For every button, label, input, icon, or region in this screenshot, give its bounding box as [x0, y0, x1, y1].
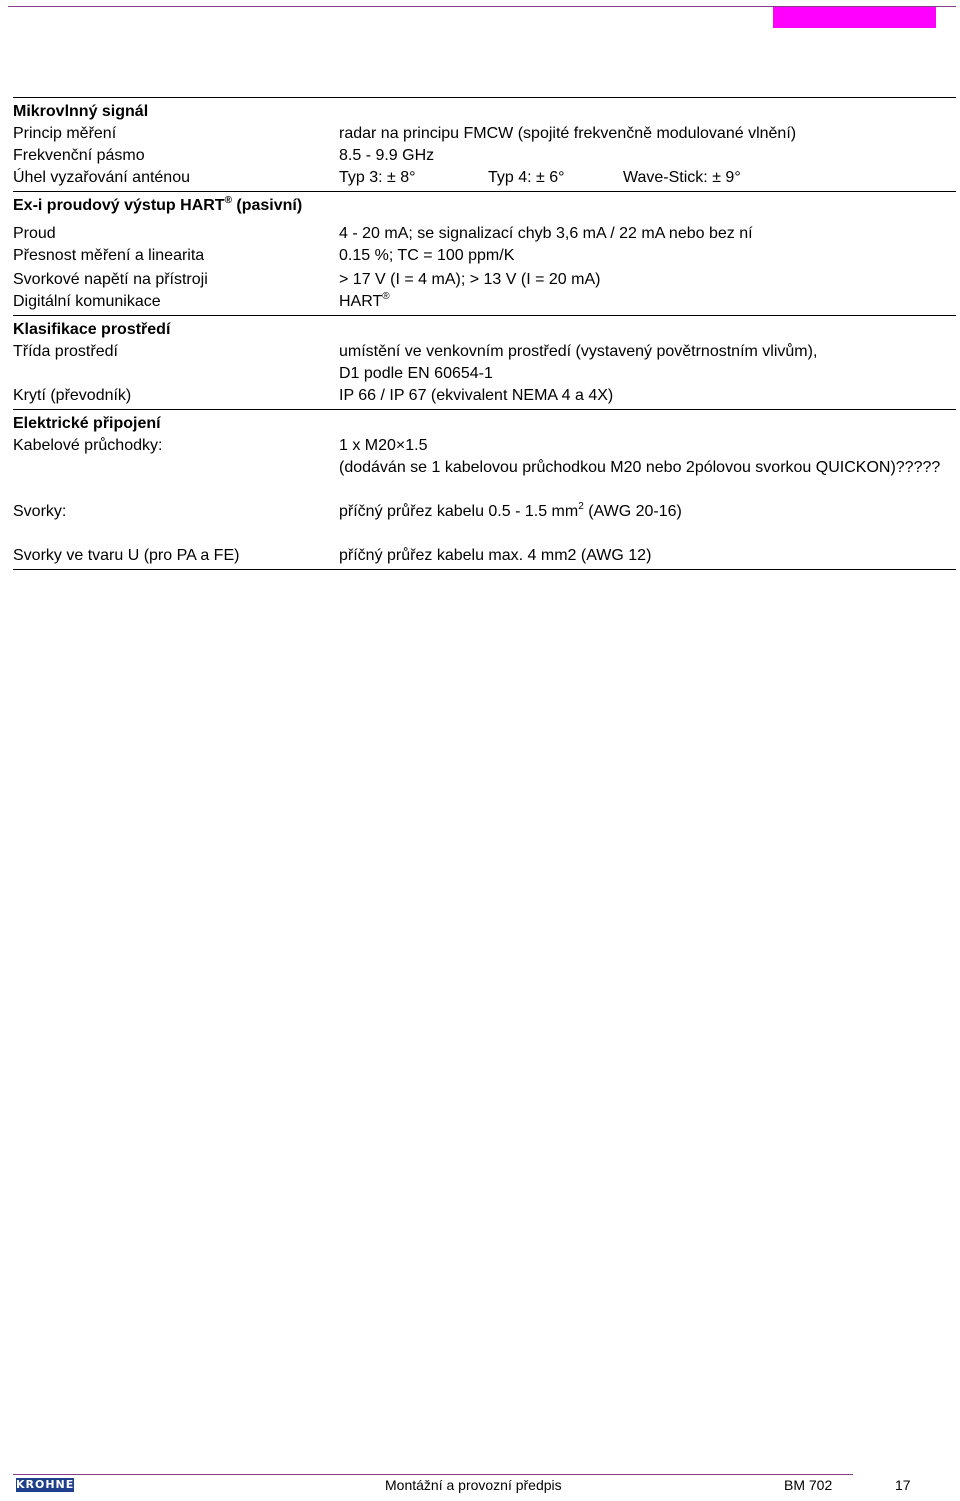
section-electrical [13, 409, 956, 570]
terminals-value-text: příčný průřez kabelu 0.5 - 1.5 mm [339, 503, 579, 520]
row-protection [13, 385, 956, 407]
terminals-value [339, 501, 956, 523]
current-output-title-suffix: (pasivní) [231, 197, 303, 214]
footer-doc-title: Montážní a provozní předpis [385, 1477, 562, 1493]
current-value: 4 - 20 mA; se signalizací chyb 3,6 mA / 22 mA nebo bez ní [339, 225, 753, 242]
protection-value: IP 66 / IP 67 (ekvivalent NEMA 4 a 4X) [339, 387, 614, 404]
section-microwave [13, 97, 956, 191]
section-title-microwave: Mikrovlnný signál [13, 103, 149, 120]
section-title-environment: Klasifikace prostředí [13, 321, 171, 338]
band-value: 8.5 - 9.9 GHz [339, 147, 435, 164]
comm-value [339, 291, 956, 313]
row-class [13, 341, 956, 363]
band-label: Frekvenční pásmo [13, 147, 145, 164]
class-label: Třída prostředí [13, 343, 118, 360]
section-title-current-output [13, 195, 956, 217]
angle-typ3: Typ 3: ± 8° [339, 169, 416, 186]
angle-values [339, 167, 956, 189]
uterminals-value: příčný průřez kabelu max. 4 mm2 (AWG 12) [339, 547, 652, 564]
terminals-superscript: 2 [578, 500, 584, 512]
krohne-logo: KROHNE [16, 1478, 75, 1491]
footer-rule [13, 1474, 853, 1475]
comm-value-text: HART [339, 293, 383, 310]
current-output-title-text: Ex-i proudový výstup HART [13, 197, 225, 214]
principle-label: Princip měření [13, 125, 117, 142]
glands-value-2: (dodáván se 1 kabelovou průchodkou M20 nebo 2pólovou svorkou QUICKON)????? [339, 459, 941, 476]
row-current [13, 223, 956, 245]
row-uterminals [13, 545, 956, 567]
principle-value: radar na principu FMCW (spojité frekvenčně modulované vlnění) [339, 125, 797, 142]
section-environment [13, 315, 956, 409]
angle-wavestick: Wave-Stick: ± 9° [623, 169, 741, 186]
header-accent-bar [773, 7, 936, 28]
terminals-awg: (AWG 20-16) [583, 503, 682, 520]
row-accuracy [13, 245, 956, 267]
row-glands-2 [13, 457, 956, 479]
angle-label: Úhel vyzařování anténou [13, 169, 190, 186]
row-principle [13, 123, 956, 145]
accuracy-value: 0.15 %; TC = 100 ppm/K [339, 247, 515, 264]
glands-value-1: 1 x M20×1.5 [339, 437, 428, 454]
voltage-label: Svorkové napětí na přístroji [13, 271, 208, 288]
glands-label: Kabelové průchodky: [13, 437, 163, 454]
footer-model: BM 702 [784, 1477, 833, 1493]
protection-label: Krytí (převodník) [13, 387, 132, 404]
registered-mark: ® [224, 194, 232, 206]
row-terminals [13, 501, 956, 523]
section-title-electrical: Elektrické připojení [13, 415, 161, 432]
class-value-2: D1 podle EN 60654-1 [339, 365, 493, 382]
angle-typ4: Typ 4: ± 6° [488, 169, 565, 186]
current-label: Proud [13, 225, 56, 242]
row-angle [13, 167, 956, 189]
row-band [13, 145, 956, 167]
class-value-1: umístění ve venkovním prostředí (vystavený povětrnostním vlivům), [339, 343, 818, 360]
row-glands [13, 435, 956, 457]
voltage-value: > 17 V (I = 4 mA); > 13 V (I = 20 mA) [339, 271, 601, 288]
accuracy-label: Přesnost měření a linearita [13, 247, 205, 264]
row-voltage [13, 269, 956, 291]
footer-page-number: 17 [895, 1477, 911, 1493]
comm-label: Digitální komunikace [13, 293, 161, 310]
row-class-2 [13, 363, 956, 385]
uterminals-label: Svorky ve tvaru U (pro PA a FE) [13, 547, 240, 564]
section-current-output [13, 191, 956, 315]
row-comm [13, 291, 956, 313]
comm-registered-mark: ® [382, 290, 390, 302]
terminals-label: Svorky: [13, 503, 67, 520]
spec-table [13, 97, 956, 570]
